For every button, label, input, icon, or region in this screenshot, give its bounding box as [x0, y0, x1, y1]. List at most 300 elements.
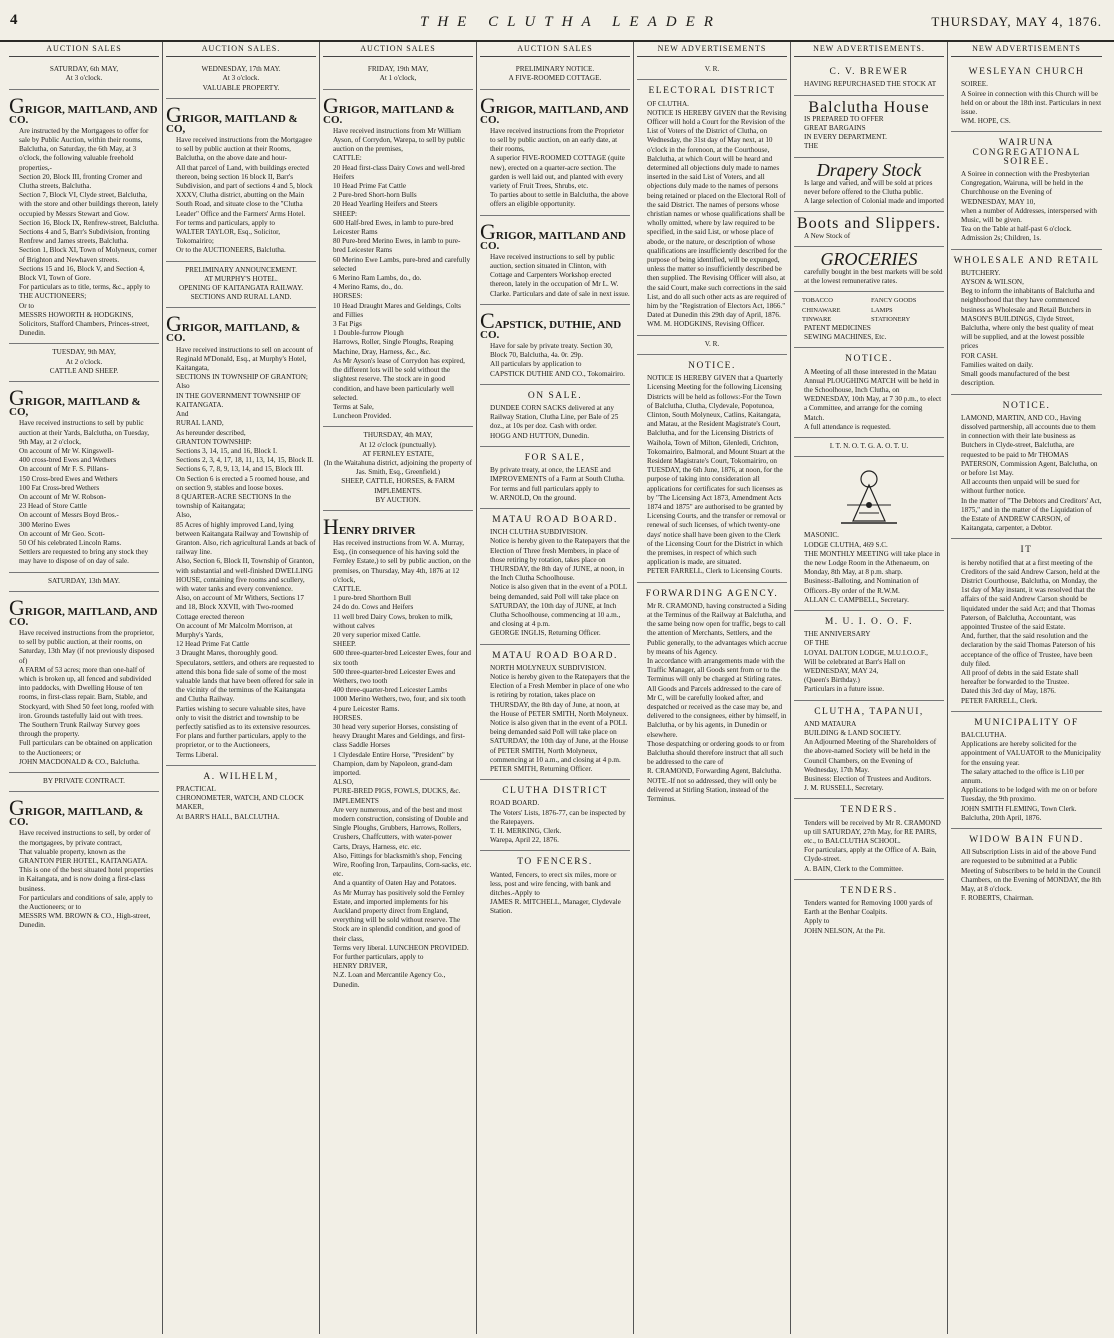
text-line: Are instructed by the Mortgagees to offer for sale by Public Auction, within their rooms, Balclutha, on Saturday, the 6th May, at 3 o'clock, the following valuable freehold properties,- — [19, 126, 149, 172]
text-line: 8 QUARTER-ACRE SECTIONS In the township of Kaitangata; — [176, 492, 291, 511]
advertisement — [166, 766, 316, 827]
text-line: Terms at Sale, — [333, 402, 374, 411]
advertisement-title: MATAU ROAD BOARD. — [492, 514, 618, 525]
advertisement-title: MATAU ROAD BOARD. — [492, 650, 618, 661]
text-line: 6 Merino Ram Lambs, do., do. — [333, 274, 422, 283]
text-line: On account of Mr F. S. Pillans- — [19, 465, 109, 474]
text-line: FOR CASH. — [961, 351, 998, 360]
text-line: THURSDAY, 4th MAY, — [363, 431, 433, 440]
text-line: Also, on account of Mr Withers, Sections 17 and 18, Block XXVII, with Two-roomed Cottage erected thereon — [176, 594, 304, 621]
advertisement — [166, 99, 316, 262]
text-line: BY PRIVATE CONTRACT. — [43, 777, 125, 785]
advertisement-title: CLUTHA, TAPANUI, — [814, 706, 924, 717]
advertisement — [794, 438, 944, 457]
drop-capital: G — [9, 594, 25, 620]
text-line: PETER FARRELL, Clerk. — [961, 696, 1038, 705]
text-line: On Section 6 is erected a 5 roomed house, and on section 9, stables and loose boxes. — [176, 474, 310, 492]
advertisement-title: TO FENCERS. — [517, 857, 593, 868]
text-line: PRACTICAL — [176, 785, 216, 794]
text-line: At 12 o'clock (punctually). — [359, 440, 437, 449]
text-line: when a number of Addresses, interspersed with Music, will be given. — [961, 206, 1097, 225]
advertiser-heading: HENRY DRIVER — [323, 513, 416, 539]
advertisement-title: NOTICE. — [845, 354, 893, 365]
text-line: Also, — [176, 511, 192, 520]
text-line: By private treaty, at once, the LEASE and IMPROVEMENTS of a Farm at South Clutha. — [490, 466, 625, 484]
advertisement — [480, 305, 630, 385]
text-line: Those despatching or ordering goods to or from Balclutha should therefore instruct that all such be addressed to the care of — [647, 739, 785, 767]
text-line: Mr R. CRAMOND, having constructed a Siding at the Terminus of the Railway at Balclutha, and the same being now open for traffic, begs to call the attention of Merchants, Settlers, and the Public generally, to the advantages which accrue by means of his Agency. — [647, 601, 787, 656]
advertisement — [480, 851, 630, 921]
text-line: CATTLE AND SHEEP. — [49, 366, 119, 375]
text-line: PRELIMINARY ANNOUNCEMENT. — [185, 265, 297, 274]
advertisement-title: ON SALE. — [527, 390, 583, 401]
masonic-emblem — [833, 465, 905, 527]
column-header: AUCTION SALES. — [166, 42, 316, 57]
drop-capital: G — [166, 311, 182, 337]
text-line: For particulars and conditions of sale, apply to the Auctioneers; or to — [19, 893, 153, 912]
goods-item: TOBACCO — [802, 297, 833, 305]
advertisement — [794, 61, 944, 95]
text-line: Have received instructions from the Mortgagee to sell by public auction at their Rooms, Balclutha, on the above date and hour- — [176, 136, 312, 163]
text-line: WEDNESDAY, 17th MAY. — [201, 65, 281, 74]
text-line: Section 20, Block III, fronting Cromer and Clutha streets, Balclutha. — [19, 172, 142, 191]
advertisement — [9, 90, 159, 345]
text-line: 300 Merino Ewes — [19, 520, 71, 529]
text-line: 400 cross-bred Ewes and Wethers — [19, 456, 117, 465]
advertisement — [9, 382, 159, 572]
text-line: SATURDAY, 6th MAY, — [49, 65, 119, 74]
text-line: 150 Cross-bred Ewes and Wethers — [19, 474, 118, 483]
text-line: To parties about to settle in Balclutha, the above offers an eligible opportunity. — [490, 191, 629, 209]
text-line: Applications to be lodged with me on or before Tuesday, the 9th proximo. — [961, 786, 1098, 804]
text-line: Or to — [19, 301, 34, 310]
text-line: 23 Head of Store Cattle — [19, 502, 87, 511]
column-3 — [320, 42, 477, 1334]
text-line: BALCLUTHA. — [961, 731, 1007, 739]
advertisement-title: NOTICE. — [1002, 400, 1051, 411]
text-line: LOYAL DALTON LODGE, M.U.I.O.O.F., — [804, 648, 928, 657]
drop-capital: G — [323, 92, 339, 118]
text-line: Sections 6, 7, 8, 9, 13, 14, and 15, Block III. — [176, 465, 304, 474]
advertisement — [323, 90, 473, 428]
text-line: THE ANNIVERSARY — [804, 630, 871, 639]
text-line: Have received instructions to sell, by order of the mortgagees, by private contract, — [19, 829, 151, 847]
text-line: SECTIONS AND RURAL LAND. — [190, 293, 292, 302]
advertiser-heading: GRIGOR, MAITLAND, & CO. — [9, 795, 144, 829]
text-line: NOTICE IS HEREBY GIVEN that the Revising Officer will hold a Court for the Revision of the List of Voters of the District of Clutha, on Wednesday, the 31st day of May next, at 10 o'clock in the forenoon, at the Courthouse, Balclutha, at which Court will be heard and determined all objections duly made to names inserted in the said List of Voters, and all objections duly made to the names of persons being retained or placed on the Electoral Roll of the said District. The names of persons whose christian names or whose qualifications shall be wholly omitted, where by law required to be specified, in the said List, or whose place of abode, or the nature, or description of whose qualifications are insufficiently described for the purpose of being identified, will be expunged, unless the matter so insufficiently described be then supplied. The Revising Officer will also, at the said Court, make such corrections in the said List, and do all such other acts as are required of him by the "Registration of Electors Act, 1866." — [647, 108, 787, 311]
text-line: MESSRS HOWORTH & HODGKINS, Solicitors, Stafford Chambers, Princes-street, Dunedin. — [19, 310, 150, 338]
text-line: WALTER TAYLOR, Esq., Solicitor, Tokomairiro; — [176, 228, 281, 246]
text-line: CATTLE. — [333, 584, 362, 593]
text-line: In accordance with arrangements made with the Traffic Manager, all Goods sent from or to the Terminus will only be charged at Stirling rates. — [647, 656, 785, 684]
text-line: Sections 3, 14, 15, and 16, Block I. — [176, 446, 278, 455]
text-line: 4 pure Leicester Rams. — [333, 704, 400, 713]
advertisement — [480, 90, 630, 216]
advertisement — [951, 250, 1102, 395]
text-line: Business: Election of Trustees and Auditors. — [804, 774, 932, 783]
text-line: As Mr Murray has positively sold the Fernley Estate, and imported implements for his Auckland property direct from England, everything will be sold without reserve. The Stock are in splendid condition, and good of their class, — [333, 888, 465, 943]
column-header: AUCTION SALES — [9, 42, 159, 57]
text-line: Have received instructions from the proprietor, to sell by public auction, at their rooms, on Saturday, 13th May (if not previously disposed of) — [19, 628, 155, 665]
text-line: For particulars as to title, terms, &c., apply to — [19, 283, 150, 292]
drop-capital: H — [323, 513, 339, 539]
text-line: Small goods manufactured of the best description. — [961, 370, 1070, 388]
advertisement — [794, 611, 944, 701]
text-line: V. R. — [704, 339, 720, 348]
text-line: 600 Half-bred Ewes, in lamb to pure-bred Leicester Rams — [333, 218, 454, 237]
text-line: 24 do do. Cows and Heifers — [333, 603, 414, 612]
text-line: JOHN NELSON, At the Pit. — [804, 926, 886, 935]
text-line: SATURDAY, 13th MAY. — [48, 576, 120, 585]
text-line: All accounts then unpaid will be sued for without further notice. — [961, 478, 1080, 496]
text-line: On account of Mr W. Robson- — [19, 492, 107, 501]
advertiser-heading: GRIGOR, MAITLAND & CO, — [9, 385, 141, 419]
drop-capital: G — [9, 385, 25, 411]
text-line: Harrows, Roller, Single Ploughs, Reaping Machine, Dray, Harness, &c., &c. — [333, 338, 454, 356]
text-line: And — [176, 410, 189, 419]
text-line: For plans and further particulars, apply to the proprietor, or to the Auctioneers, — [176, 732, 307, 750]
text-line: Dated this 3rd day of May, 1876. — [961, 687, 1056, 696]
column-header: AUCTION SALES — [323, 42, 473, 57]
text-line: DUNDEE CORN SACKS delivered at any Railway Station, Clutha Line, per Bale of 25 doz., at 10s per doz. Cash with order. — [490, 404, 619, 431]
text-line: Balclutha, 20th April, 1876. — [961, 813, 1042, 822]
text-line: Tenders will be received by Mr R. CRAMOND up till SATURDAY, 27th May, for RE PAIRS, etc., to BALCLUTHA SCHOOL. — [804, 818, 941, 845]
text-line: Terms Liberal. — [176, 750, 219, 759]
advertiser-heading: CAPSTICK, DUTHIE, AND CO. — [480, 307, 622, 341]
text-line: Speculators, settlers, and others are requested to attend this bona fide sale of some of the most valuable lands that have been offered for sale in the vicinity of the terminus of the Kaitangata and Clutha Railway. — [176, 658, 315, 704]
text-line: SOIREE. — [961, 80, 988, 89]
text-line: AND MATAURA — [804, 719, 857, 728]
text-line: As Mr Ayson's lease of Corrydon has expired, the different lots will be sold without the slightest reserve. The stock are in good condition, and have been particularly well selected. — [333, 356, 465, 402]
advertisement-title: TENDERS. — [840, 885, 898, 896]
text-line: And a quantity of Oaten Hay and Potatoes. — [333, 879, 457, 888]
advertiser-heading: GRIGOR, MAITLAND, AND CO. — [9, 594, 158, 628]
text-line: Dated at Dunedin this 29th day of April, 1876. — [647, 311, 781, 320]
drop-capital: G — [480, 218, 496, 244]
drop-capital: G — [480, 92, 496, 118]
text-line: The Voters' Lists, 1876-77, can be inspected by the Ratepayers. — [490, 808, 626, 826]
text-line: OF CLUTHA. — [647, 99, 689, 108]
advertisement — [951, 61, 1102, 132]
text-line: WEDNESDAY, MAY 10, — [961, 197, 1036, 206]
text-line: Full particulars can be obtained on application to the Auctioneers; or — [19, 739, 153, 757]
text-line: W. ARNOLD, On the ground. — [490, 493, 577, 502]
text-line: As hereunder described, — [176, 428, 246, 437]
advertisement — [480, 61, 630, 89]
text-line: AT FERNLEY ESTATE, — [362, 449, 434, 458]
text-line: This is one of the best situated hotel properties in Kaitangata, and is now doing a first-class business. — [19, 866, 154, 893]
display-heading: Boots and Slippers. — [797, 215, 941, 233]
advertisement — [166, 61, 316, 99]
text-line: PATENT MEDICINES — [804, 324, 871, 333]
advertisement — [951, 539, 1102, 711]
text-line: Terms very liberal. LUNCHEON PROVIDED. — [333, 943, 469, 952]
goods-item: TINWARE — [802, 315, 832, 323]
script-heading: GROCERIES — [820, 248, 918, 269]
text-line: Tea on the Table at half-past 6 o'clock. — [961, 225, 1072, 234]
advertisement-title: WHOLESALE AND RETAIL — [953, 255, 1100, 266]
text-line: WM. HOPE, CS. — [961, 117, 1011, 126]
drop-capital: G — [9, 795, 25, 821]
text-line: Also — [176, 382, 190, 391]
text-line: JOHN SMITH FLEMING, Town Clerk. — [961, 804, 1077, 813]
drop-capital: G — [9, 92, 25, 118]
advertisement — [323, 427, 473, 511]
text-line: R. CRAMOND, Forwarding Agent, Balclutha. — [647, 767, 782, 776]
text-line: A Soiree in connection with the Presbyterian Congregation, Wairuna, will be held in the Churchhouse on the Evening of — [961, 170, 1090, 197]
text-line: THE MONTHLY MEETING will take place in the new Lodge Room in the Athenaeum, on Monday, 8th May, at 8 p.m. sharp. — [804, 549, 940, 577]
text-line: ROAD BOARD. — [490, 799, 540, 808]
text-line: HAVING REPURCHASED THE STOCK AT — [804, 80, 937, 89]
advertisement — [637, 61, 787, 80]
advertisement — [794, 96, 944, 158]
text-line: For particulars, apply at the Office of A. Bain, Clyde-street. — [804, 846, 937, 864]
text-line: 1 Double-furrow Plough — [333, 329, 404, 338]
advertisement — [951, 132, 1102, 249]
text-line: 80 Pure-bred Merino Ewes, in lamb to pure-bred Leicester Rams — [333, 237, 461, 255]
goods-list — [794, 296, 944, 324]
text-line: ALLAN C. CAMPBELL, Secretary. — [804, 595, 909, 604]
advertisement — [9, 61, 159, 89]
advertisement — [794, 212, 944, 246]
advertisement-title: NOTICE. — [688, 360, 736, 371]
text-line: NOTICE IS HEREBY GIVEN that a Quarterly Licensing Meeting for the following Licensing Districts will be held as follows:-For the Town of Balclutha, Clutha, Clydevale, Popotunoa, Clinton, South Molyneux, Catlins, Kaitangata, and Matau, at the Resident Magistrate's Court, Balclutha, and for the Licensing Districts of Waihola, Town of Milton, Glenledi, Crichton, Tokomairiro, Balmoral, and Mount Stuart at the Resident Magistrate's Court, Tokomairiro, on TUESDAY, the 6th June, 1876, at noon, for the purpose of taking into consideration all applications for certificates for such licenses as by "The Licensing Act 1873, Amendment Acts 1874 and 1875" are authorised to be granted by Licensing Courts, and the transfer or removal or renewal of such licenses, of which twenty-one days' notice shall have been given to the Clerk of the Licensing Court for the District in which the premises, in respect of which such application is made, are situated. — [647, 374, 786, 567]
text-line: PETER FARRELL, Clerk to Licensing Courts. — [647, 567, 783, 576]
text-line: carefully bought in the best markets will be sold at the lowest remunerative rates. — [804, 268, 943, 286]
text-line: Notice is hereby given to the Ratepayers that the Election of Three fresh Members, in place of those retiring by rotation, takes place on THURSDAY, the 8th day of JUNE, at noon, in the Inch Clutha Schoolhouse. — [490, 537, 630, 583]
text-line: J. M. RUSSELL, Secretary. — [804, 784, 884, 793]
advertisement — [480, 645, 630, 781]
text-line: On account of Mr W. Kingswell- — [19, 446, 114, 455]
text-line: 20 Head Yearling Heifers and Steers — [333, 200, 438, 209]
advertisement-title: WIDOW BAIN FUND. — [969, 835, 1084, 846]
goods-item: FANCY GOODS — [871, 297, 917, 305]
column-7 — [948, 42, 1105, 1334]
text-line: LAMOND, MARTIN, AND CO., Having dissolved partnership, all accounts due to them in connection with their late business as Butchers in Clyde-street, Balclutha, are requested to be paid to Mr THOMAS PATERSON, Commission Agent, Balclutha, on or before 1st May. — [961, 413, 1098, 477]
text-line: OF THE — [804, 639, 829, 648]
advertisement — [794, 158, 944, 213]
drop-capital: G — [166, 101, 182, 127]
text-line: 20 Head first-class Dairy Cows and well-bred Heifers — [333, 163, 465, 181]
text-line: For terms and full particulars apply to — [490, 484, 599, 493]
text-line: 4 Merino Rams, do., do. — [333, 283, 403, 292]
advertisement — [480, 447, 630, 509]
text-line: SHEEP: — [333, 209, 357, 218]
text-line: On account of Mr Malcolm Morrison, at Murphy's Yards, — [176, 621, 293, 639]
text-line: Families waited on daily. — [961, 360, 1034, 369]
text-line: 11 well bred Dairy Cows, broken to milk, without calves — [333, 612, 453, 630]
advertisement — [480, 385, 630, 447]
text-line: All Goods and Parcels addressed to the care of Mr C, will be carefully looked after, and despatched or received as the case may be, and delivered to the consignees, either by himself, in Balclutha, or by his agents, in Dunedin or elsewhere. — [647, 684, 787, 739]
text-line: For terms and particulars, apply to — [176, 218, 276, 227]
text-line: An Adjourned Meeting of the Shareholders of the above-named Society will be held in the Council Chambers, on the Evening of Wednesday, 17th May. — [804, 738, 937, 774]
advertisement — [9, 573, 159, 592]
advertisement — [951, 712, 1102, 829]
advertisement — [9, 773, 159, 792]
text-line: BY AUCTION. — [375, 495, 421, 504]
advertisement-title: C. V. BREWER — [829, 67, 909, 78]
text-line: Notice is also given that in the event of a POLL being demanded, said Poll will take place on SATURDAY, the 10th day of JUNE, at Inch Clutha Schoolhouse, commencing at 10 a.m., and closing at 4 p.m. — [490, 583, 628, 629]
text-line: IMPLEMENTS — [333, 796, 379, 805]
text-line: Or to the AUCTIONEERS, Balclutha. — [176, 246, 286, 255]
text-line: (Queen's Birthday.) — [804, 676, 860, 685]
text-line: Are very numerous, and of the best and most modern construction, consisting of Double and Single Ploughs, Grubbers, Harrows, Rollers, Crushers, Chaffcutters, with water-power — [333, 805, 468, 842]
text-line: CATTLE: — [333, 154, 362, 163]
text-line: Section 1, Block XI, Town of Molyneux, corner of Brighton and Newhaven streets. — [19, 246, 157, 264]
text-line: All Subscription Lists in aid of the above Fund are requested to be submitted at a Public Meeting of Subscribers to be held in the Council Chambers, on the Evening of MONDAY, the 8th May, at 8 o'clock. — [961, 848, 1101, 894]
advertisement — [637, 583, 787, 810]
newspaper-title: THE CLUTHA LEADER — [420, 14, 722, 30]
text-line: A. BAIN, Clerk to the Committee. — [804, 864, 904, 873]
text-line: CAPSTICK DUTHIE AND CO., Tokomairiro. — [490, 369, 625, 378]
text-line: ALSO, — [333, 778, 354, 787]
text-line: SHEEP, CATTLE, HORSES, & FARM IMPLEMENTS. — [341, 477, 455, 495]
advertisement — [794, 799, 944, 879]
goods-item: STATIONERY — [871, 315, 911, 323]
text-line: Also, Section 6, Block II, Township of Granton, with substantial and well-finished DWELLING HOUSE, containing five rooms and scullery, with water tanks and every convenience. — [176, 557, 315, 593]
column-1 — [6, 42, 163, 1334]
page-number: 4 — [10, 12, 18, 28]
text-line: NOTE.-If not so addressed, they will only be delivered at Stirling Station, instead of the Terminus. — [647, 776, 777, 804]
text-line: Wanted, Fencers, to erect six miles, more or less, post and wire fencing, with bank and ditches.-Apply to — [490, 870, 617, 898]
advertisement — [794, 247, 944, 293]
text-line: At 1 o'clock, — [379, 74, 417, 83]
issue-date: THURSDAY, MAY 4, 1876. — [931, 14, 1102, 29]
column-5 — [634, 42, 791, 1334]
advertisement — [637, 355, 787, 583]
text-line: Admission 2s; Children, 1s. — [961, 234, 1042, 243]
text-line: A large selection of Colonial made and imported — [804, 197, 944, 206]
text-line: 30 head very superior Horses, consisting of heavy Draught Mares and Geldings, and first-class Saddle Horses — [333, 723, 465, 750]
text-line: A Meeting of all those interested in the Matau Annual PLOUGHING MATCH will be held in the Schoolhouse, Inch Clutha, on WEDNESDAY, 10th May, at 7 30 p.m., to elect a Committee, and arrange for the coming Match. — [804, 367, 942, 422]
text-line: THE — [804, 142, 818, 151]
text-line: THE AUCTIONEERS; — [19, 292, 87, 301]
text-line: Applications are hereby solicited for the appointment of VALUATOR to the Municipality for the ensuing year. — [961, 740, 1101, 767]
text-line: SEWING MACHINES, Etc. — [804, 333, 887, 342]
text-line: INCH CLUTHA SUBDIVISION. — [490, 528, 588, 537]
text-line: Have for sale by private treaty. Section 30, Block 70, Balclutha, 4a. 0r. 29p. — [490, 342, 613, 360]
text-line: N.Z. Loan and Mercantile Agency Co., Dunedin. — [333, 971, 446, 989]
text-line: I. T. N. O. T. G. A. O. T. U. — [829, 442, 909, 451]
advertisement — [9, 592, 159, 773]
text-line: AYSON & WILSON, — [961, 278, 1024, 287]
text-line: Parties wishing to secure valuable sites, have only to visit the district and township to be perfectly satisfied as to its extensive resources. — [176, 704, 311, 731]
column-header: NEW ADVERTISEMENTS — [637, 42, 787, 57]
script-heading: Drapery Stock — [816, 159, 922, 180]
text-line: Sections 15 and 16, Block V, and Section 4, Block VI, Town of Gore. — [19, 264, 145, 283]
text-line: GRANTON TOWNSHIP: — [176, 437, 252, 446]
column-2 — [163, 42, 320, 1334]
text-line: 50 Of his celebrated Lincoln Rams. — [19, 538, 122, 547]
text-line: JAMES R. MITCHELL, Manager, Clydevale Station. — [490, 898, 621, 916]
text-line: HOGG AND HUTTON, Dunedin. — [490, 431, 590, 440]
text-line: 100 Fat Cross-bred Wethers — [19, 483, 100, 492]
text-line: Beg to inform the inhabitants of Balclutha and neighborhood that they have commenced business as Wholesale and Retail Butchers in MASON'S BUILDINGS, Clyde Street, Balclutha, where only the best quality of meat will be supplied, and at the lowest possible prices — [961, 287, 1095, 351]
text-line: All that parcel of Land, with buildings erected thereon, being section 16 block II, Barr's Subdivision, and part of sections 4 and 5, block XXXV, Clutha district, abutting on the Main South Road, and situate close to the "Clutha Leader" Office and the Farmers' Arms Hotel. — [176, 163, 313, 218]
advertisement — [637, 80, 787, 335]
text-line: Sections 4 and 5, Barr's Subdivision, fronting Renfrew and James streets, Balclutha. — [19, 228, 150, 246]
text-line: 1 pure-bred Shorthorn Bull — [333, 594, 412, 603]
text-line: In the matter of "The Debtors and Creditors' Act, 1875," and in the matter of the Liquidation of the Estate of ANDREW CARSON, of Kaitangata, carpenter, a Debtor. — [961, 496, 1102, 533]
advertiser-heading: GRIGOR, MAITLAND & CO, — [166, 101, 298, 135]
advertisement-title: CLUTHA DISTRICT — [502, 786, 608, 797]
text-line: PURE-BRED PIGS, FOWLS, DUCKS, &c. — [333, 787, 461, 796]
text-line: Will be celebrated at Barr's Hall on — [804, 657, 906, 666]
text-line: Has received instructions from W. A. Murray, Esq., (in consequence of his having sold the Fernley Estate,) to sell by public auction, on the premises, on Thursday, May 4th, 1876 at 12 o'clock, — [333, 538, 471, 584]
advertisement — [794, 348, 944, 438]
advertisement — [9, 792, 159, 935]
text-line: A FIVE-ROOMED COTTAGE. — [508, 74, 602, 83]
text-line: OPENING OF KAITANGATA RAILWAY. — [178, 284, 304, 293]
text-line: Carts, Drays, Harness, etc. etc. — [333, 842, 422, 851]
advertiser-heading: GRIGOR, MAITLAND, AND CO. — [480, 92, 629, 126]
newspaper-columns — [6, 42, 1108, 1334]
column-4 — [477, 42, 634, 1334]
text-line: 60 Merino Ewe Lambs, pure-bred and carefully selected — [333, 255, 471, 273]
text-line: Business:-Balloting, and Nomination of Officers.-By order of the R.W.M. — [804, 577, 919, 595]
text-line: Warepa, April 22, 1876. — [490, 836, 559, 845]
goods-item: LAMPS — [871, 306, 893, 314]
advertisement — [323, 511, 473, 995]
text-line: 10 Head Draught Mares and Geldings, Colts and Fillies — [333, 301, 461, 319]
advertisement — [9, 344, 159, 382]
text-line: HORSES. — [333, 713, 363, 722]
advertisement-title: ELECTORAL DISTRICT — [648, 86, 776, 97]
text-line: Apply to — [804, 917, 830, 926]
text-line: Section 7, Block VI, Clyde street, Balclutha, with the store and other buildings thereon, lately occupied by Messrs Stewart and Gow. — [19, 191, 159, 218]
advertisement-title: WESLEYAN CHURCH — [968, 67, 1085, 78]
text-line: 3 Fat Pigs — [333, 320, 362, 329]
text-line: 20 very superior mixed Cattle. — [333, 630, 421, 639]
text-line: A superior FIVE-ROOMED COTTAGE (quite new), erected on a quarter-acre section. The garden is well laid out, and planted with every variety of Fruit Trees, Shrubs, etc. — [490, 154, 625, 191]
advertisement-title: WAIRUNA CONGREGATIONAL SOIREE. — [972, 138, 1081, 167]
advertisement — [951, 829, 1102, 908]
text-line: Settlers are requested to bring any stock they may have to dispose of on day of sale. — [19, 548, 149, 566]
text-line: 3 Draught Mares, thoroughly good. — [176, 649, 278, 658]
advertisement — [323, 61, 473, 89]
advertisement-title: FOR SALE, — [524, 452, 586, 463]
text-line: 2 Pure-bred Short-horn Bulls — [333, 191, 417, 200]
text-line: 1 Clydesdale Entire Horse, "President" by Champion, dam by Napoleon, grand-dam imported. — [333, 750, 454, 778]
advertisement — [637, 336, 787, 355]
advertisement — [951, 395, 1102, 540]
text-line: 600 three-quarter-bred Leicester Ewes, four and six tooth — [333, 649, 471, 667]
text-line: Have received instructions to sell by public auction, section situated in Clinton, with Cottage and Carpenters Workshop erected thereon, lately in the occupation of Mr L. W. Clarke. Particulars and date of sale in next issue. — [490, 252, 630, 298]
advertisement-title: FORWARDING AGENCY. — [645, 588, 779, 599]
goods-item: CHINAWARE — [802, 306, 841, 314]
text-line: V. R. — [704, 65, 720, 74]
advertisement — [794, 457, 944, 611]
text-line: SHEEP. — [333, 640, 356, 649]
text-line: (In the Waitahuna district, adjoining the property of Jas. Smith, Esq., Greenfield.) — [323, 458, 473, 477]
text-line: HENRY DRIVER, — [333, 962, 388, 971]
text-line: 12 Head Prime Fat Cattle — [176, 640, 250, 649]
text-line: BUTCHERY. — [961, 268, 1001, 277]
text-line: Is large and varied, and will be sold at prices never before offered to the Clutha public. — [804, 178, 933, 197]
advertisement — [794, 292, 944, 348]
text-line: A New Stock of — [804, 231, 851, 240]
text-line: Luncheon Provided. — [333, 412, 392, 421]
text-line: 10 Head Prime Fat Cattle — [333, 182, 407, 191]
text-line: GREAT BARGAINS — [804, 124, 866, 133]
text-line: On account of Mr Geo. Scott- — [19, 529, 105, 538]
text-line: F. ROBERTS, Chairman. — [961, 894, 1034, 903]
text-line: GRANTON PIER HOTEL, KAITANGATA. — [19, 857, 148, 866]
display-heading: Balclutha House — [808, 98, 930, 116]
text-line: All proof of debts in the said Estate shall hereafter be forwarded to the Trustee. — [961, 668, 1079, 687]
text-line: 400 three-quarter-bred Leicester Lambs — [333, 686, 448, 695]
column-header: NEW ADVERTISEMENTS — [951, 42, 1102, 57]
